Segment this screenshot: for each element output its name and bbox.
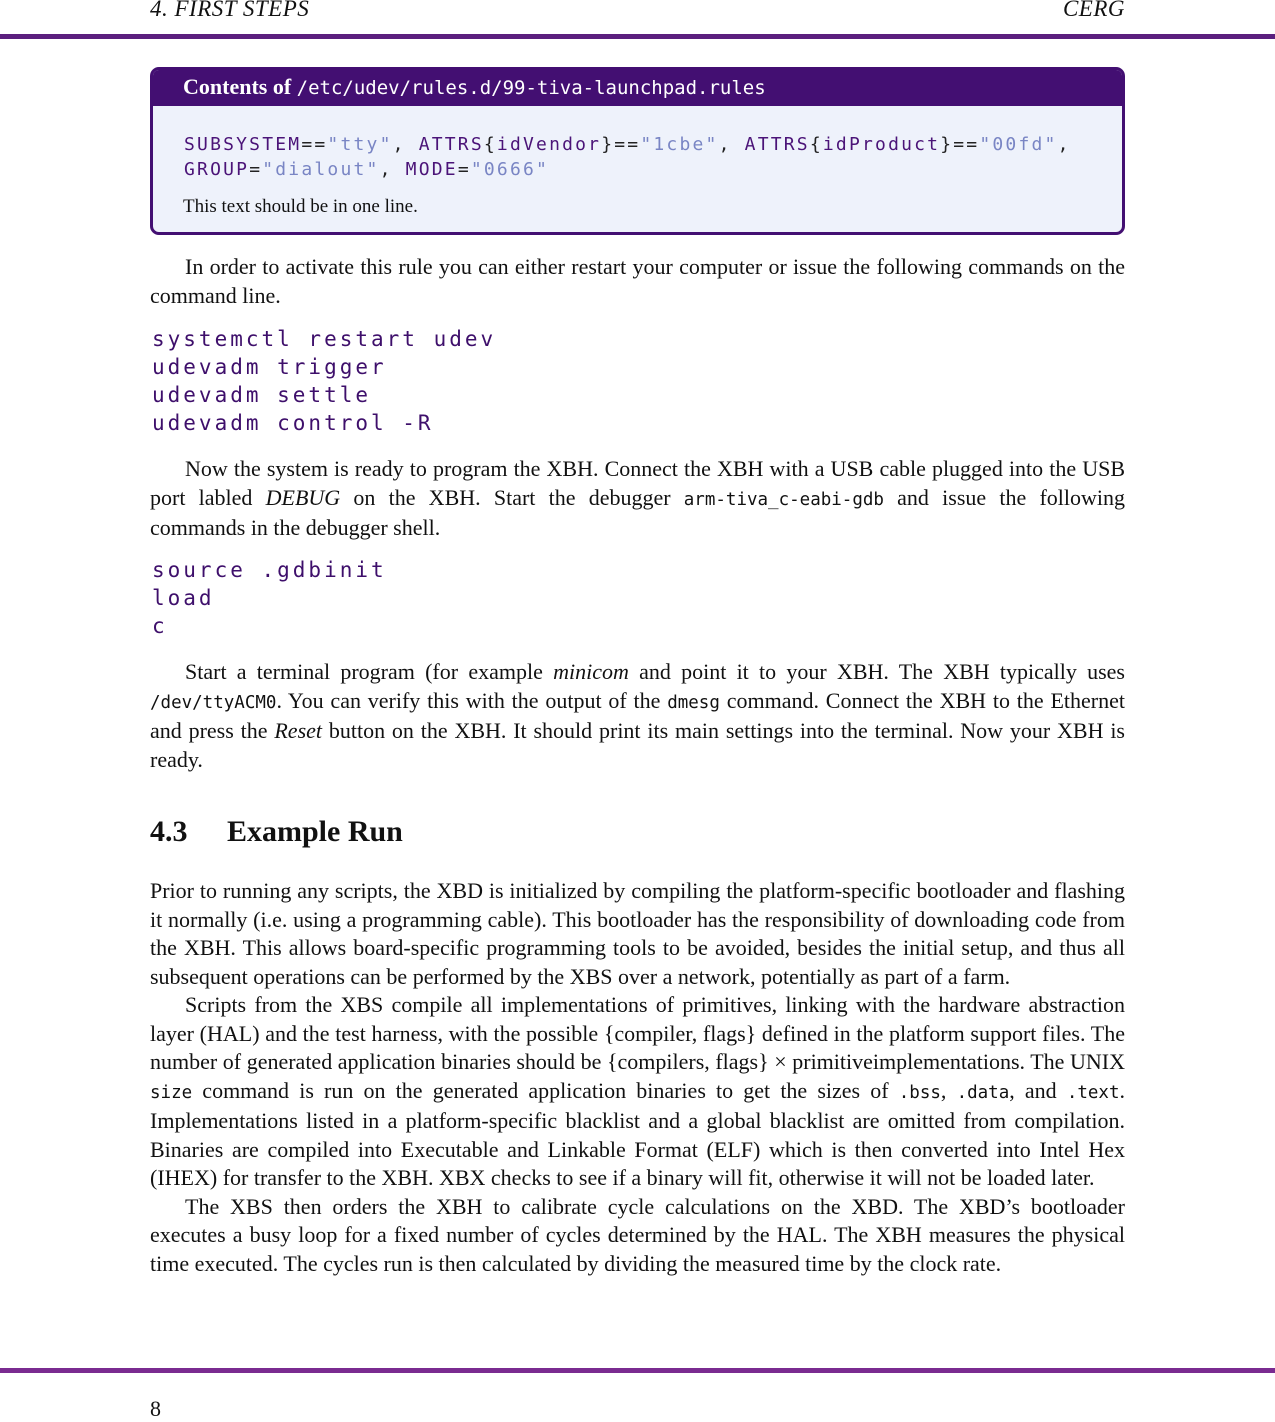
- code-keyword: MODE: [405, 159, 458, 180]
- code-punct: ,: [1057, 134, 1071, 155]
- section-heading: [150, 815, 403, 849]
- title-path: /etc/udev/rules.d/99-tiva-launchpad.rules: [296, 77, 766, 99]
- code-string: "0666": [470, 159, 550, 180]
- code-string: "1cbe": [640, 134, 719, 155]
- running-header-right: CERG: [1062, 0, 1125, 21]
- title-prefix: Contents of: [183, 74, 292, 99]
- debugger-name: arm-tiva_c-eabi-gdb: [683, 489, 884, 510]
- code-keyword: SUBSYSTEM: [184, 134, 302, 155]
- command-line: systemctl restart udev: [152, 327, 497, 351]
- code-punct: }==: [601, 134, 641, 155]
- code-string: "tty": [327, 134, 393, 155]
- footer-rule: [0, 1368, 1275, 1373]
- udev-commands: [152, 325, 496, 437]
- header-rule: [0, 34, 1275, 39]
- code-keyword: ATTRS: [744, 134, 810, 155]
- udev-rule-code: [153, 106, 1122, 182]
- gdb-commands: [152, 556, 387, 640]
- section-number: 4.3: [150, 815, 188, 848]
- running-header-chapter: 4. FIRST STEPS: [150, 0, 310, 21]
- paragraph-terminal: Start a terminal program (for example minicom and point it to your XBH. The XBH typically uses /dev/ttyACM0. You can verify this with the output of the dmesg command. Connect the XBH to the Ethernet and press the Reset button on the XBH. It should print its main settings into the terminal. Now your XBH is ready.: [150, 659, 1125, 772]
- code-string: "dialout": [262, 159, 380, 180]
- code-keyword: idProduct: [822, 134, 941, 155]
- paragraph-bootloader: Prior to running any scripts, the XBD is initialized by compiling the platform-specific bootloader and flashing it normally (i.e. using a programming cable). This bootloader has the responsibility of downloading code from the XBH. This allows board-specific programming tools to be avoided, besides the initial setup, and thus all subsequent operations can be performed by the XBS over a network, potentially as part of a farm.: [150, 878, 1125, 989]
- section-title: Example Run: [227, 815, 403, 848]
- tty-device: /dev/ttyACM0: [150, 692, 277, 713]
- code-punct: ,: [718, 134, 745, 155]
- section-body: [150, 877, 1125, 1278]
- paragraph-calibrate: The XBS then orders the XBH to calibrate cycle calculations on the XBD. The XBD’s bootloader executes a busy loop for a fixed number of cycles determined by the HAL. The XBH measures the physical time executed. The cycles run is then calculated by dividing the measured time by the clock rate.: [150, 1193, 1125, 1276]
- paragraph-compile: Scripts from the XBS compile all implementations of primitives, linking with the hardware abstraction layer (HAL) and the test harness, with the possible {compiler, flags} defined in the platform support files. The number of generated application binaries should be {compilers, flags} × primitiveimplementations. The UNIX size command is run on the generated application binaries to get the sizes of .bss, .data, and .text. Implementations listed in a platform-specific blacklist and a global blacklist are omitted from compilation. Binaries are compiled into Executable and Linkable Format (ELF) which is then converted into Intel Hex (IHEX) for transfer to the XBH. XBX checks to see if a binary will fit, otherwise it will not be loaded later.: [150, 992, 1126, 1190]
- code-punct: ,: [379, 159, 406, 180]
- code-punct: {: [809, 134, 823, 155]
- file-contents-title: [153, 70, 1122, 106]
- command-line: udevadm settle: [152, 383, 372, 407]
- code-keyword: GROUP: [184, 159, 250, 180]
- code-punct: ==: [301, 134, 328, 155]
- code-line-2: [184, 157, 1122, 182]
- command-line: source .gdbinit: [152, 558, 387, 582]
- command-line: c: [152, 614, 168, 638]
- code-keyword: ATTRS: [418, 134, 484, 155]
- debug-port-label: DEBUG: [265, 484, 341, 510]
- code-punct: {: [483, 134, 497, 155]
- dmesg-command: dmesg: [667, 692, 720, 713]
- code-punct: }==: [940, 134, 980, 155]
- code-punct: ,: [392, 134, 419, 155]
- page-number: 8: [150, 1396, 161, 1421]
- file-contents-box: [150, 67, 1125, 235]
- paragraph-program-xbh: Now the system is ready to program the XBH. Connect the XBH with a USB cable plugged into the USB port labled DEBUG on the XBH. Start the debugger arm-tiva_c-eabi-gdb and issue the following commands in the debugger shell.: [150, 456, 1125, 540]
- code-line-1: [184, 132, 1122, 157]
- paragraph-activate-rule: In order to activate this rule you can either restart your computer or issue the following commands on the command line.: [150, 254, 1125, 308]
- code-punct: =: [457, 159, 471, 180]
- code-keyword: idVendor: [496, 134, 602, 155]
- command-line: udevadm control -R: [152, 411, 434, 435]
- code-string: "00fd": [979, 134, 1058, 155]
- code-punct: =: [249, 159, 263, 180]
- command-line: udevadm trigger: [152, 355, 387, 379]
- box-note: This text should be in one line.: [183, 196, 418, 217]
- command-line: load: [152, 586, 215, 610]
